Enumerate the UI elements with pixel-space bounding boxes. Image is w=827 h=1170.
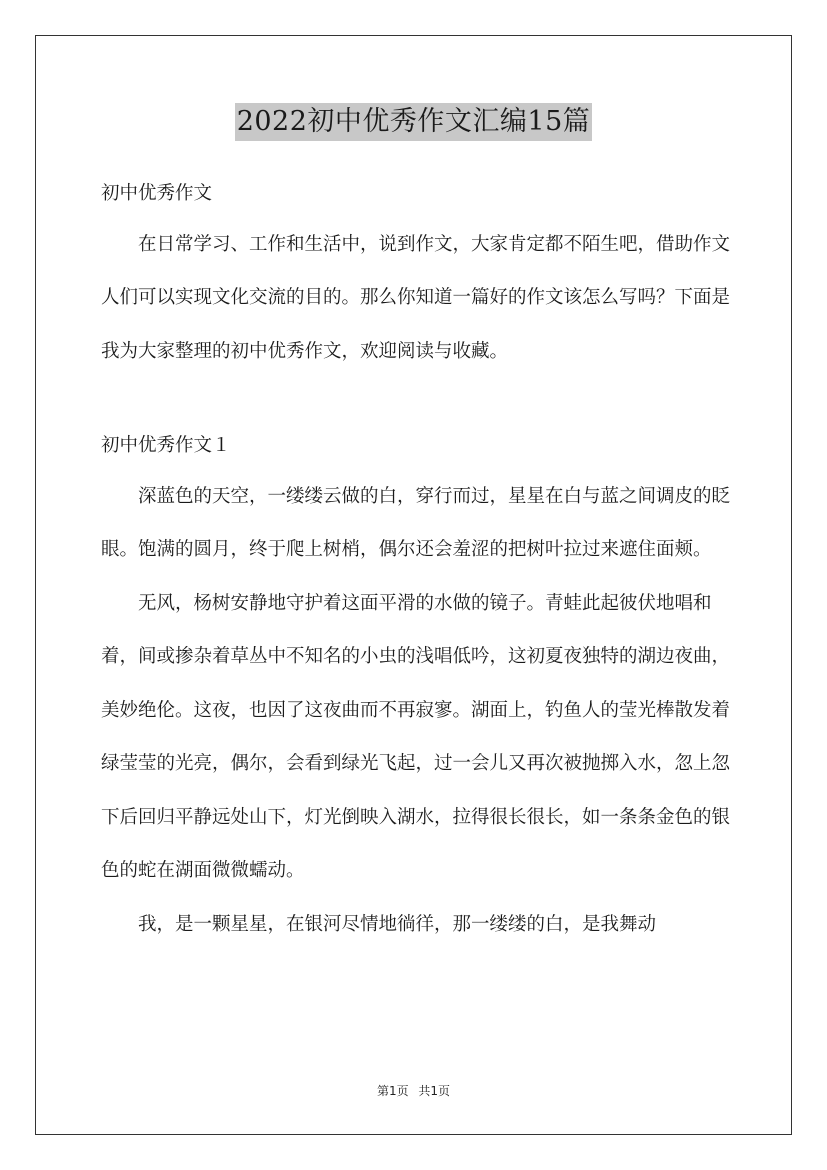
essay-paragraph-2: 无风，杨树安静地守护着这面平滑的水做的镜子。青蛙此起彼伏地唱和着，间或掺杂着草丛中不知名的小虫的浅唱低吟，这初夏夜独特的湖边夜曲，美妙绝伦。这夜，也因了这夜曲而不再寂寥。湖面上，钓鱼人的莹光棒散发着绿莹莹的光亮，偶尔，会看到绿光飞起，过一会儿又再次被抛掷入水，忽上忽下后回归平静远处山下，灯光倒映入湖水，拉得很长很长，如一条条金色的银色的蛇在湖面微微蠕动。 — [101, 592, 731, 881]
spacer — [101, 378, 731, 415]
page-total: 共1页 — [418, 1084, 451, 1098]
document-body — [101, 175, 731, 951]
essay-heading: 初中优秀作文１ — [101, 435, 231, 456]
intro-paragraph: 在日常学习、工作和生活中，说到作文，大家肯定都不陌生吧，借助作文人们可以实现文化交流的目的。那么你知道一篇好的作文该怎么写吗？下面是我为大家整理的初中优秀作文，欢迎阅读与收藏。 — [101, 233, 731, 362]
title-container — [0, 103, 827, 141]
section-heading: 初中优秀作文 — [101, 183, 213, 204]
page-number: 第1页 — [376, 1084, 409, 1098]
essay-paragraph-3: 我，是一颗星星，在银河尽情地徜徉，那一缕缕的白，是我舞动 — [138, 913, 657, 935]
page-footer — [0, 1082, 827, 1099]
essay-paragraph-1: 深蓝色的天空，一缕缕云做的白，穿行而过，星星在白与蓝之间调皮的眨眼。饱满的圆月，终于爬上树梢，偶尔还会羞涩的把树叶拉过来遮住面颊。 — [101, 485, 731, 560]
document-title: 2022初中优秀作文汇编15篇 — [235, 103, 593, 141]
